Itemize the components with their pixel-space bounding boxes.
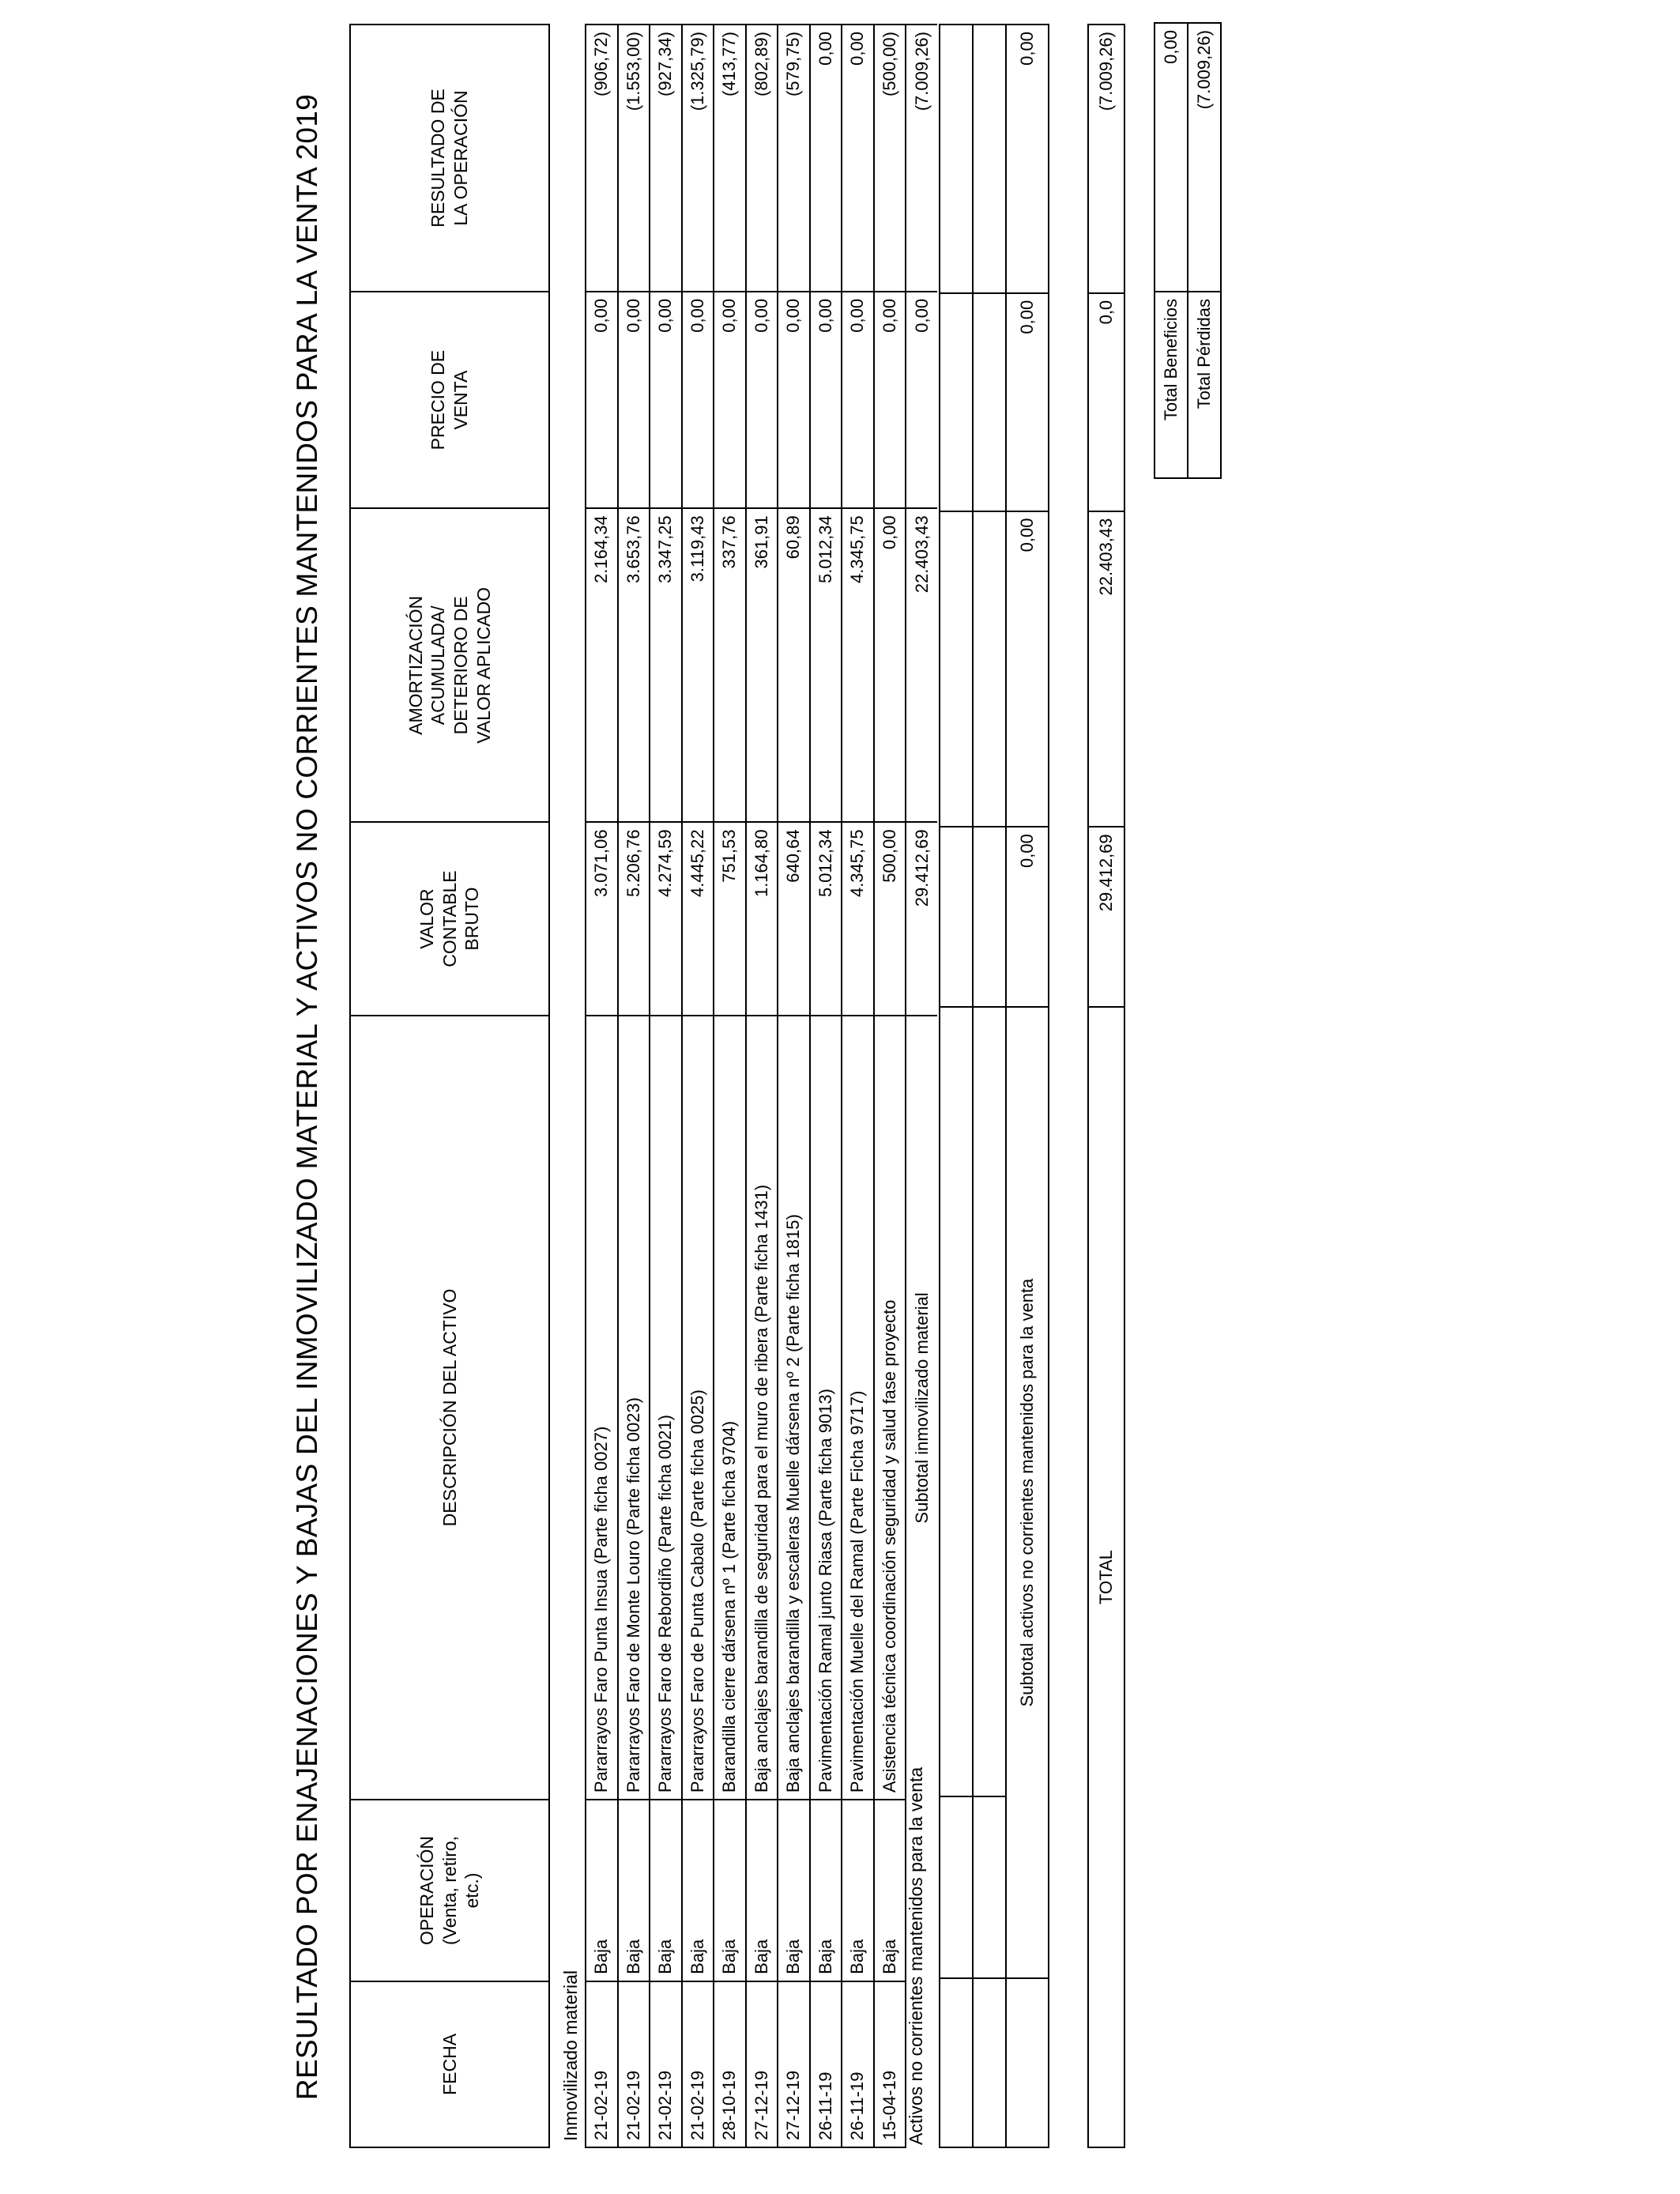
row-fecha: 27-12-19 <box>746 1981 778 2147</box>
row-precio: 0,00 <box>618 292 650 508</box>
row-fecha: 21-02-19 <box>586 1981 618 2147</box>
row-resultado: (1.325,79) <box>682 25 714 292</box>
row-precio: 0,00 <box>586 292 618 508</box>
row-resultado: (579,75) <box>778 25 810 292</box>
row-descripcion: Pavimentación Ramal junto Riasa (Parte ficha 9013) <box>810 1016 842 1800</box>
total-amort: 22.403,43 <box>1088 511 1124 827</box>
subtotal-inmovilizado-resultado: (7.009,26) <box>906 25 937 292</box>
row-amortizacion: 361,91 <box>746 508 778 822</box>
total-resultado: (7.009,26) <box>1088 25 1124 293</box>
subtotal-inmovilizado-label: Subtotal inmovilizado material <box>906 1016 937 1800</box>
row-descripcion: Baja anclajes barandilla y escaleras Muelle dársena nº 2 (Parte ficha 1815) <box>778 1016 810 1800</box>
row-descripcion: Asistencia técnica coordinación seguridad y salud fase proyecto <box>874 1016 906 1800</box>
row-resultado: (413,77) <box>714 25 746 292</box>
row-descripcion: Baja anclajes barandilla de seguridad para el muro de ribera (Parte ficha 1431) <box>746 1016 778 1800</box>
row-amortizacion: 3.347,25 <box>650 508 682 822</box>
table-row <box>586 25 618 2147</box>
row-operacion: Baja <box>810 1800 842 1981</box>
row-precio: 0,00 <box>874 292 906 508</box>
table-row <box>874 25 906 2147</box>
row-operacion: Baja <box>778 1800 810 1981</box>
header-operacion: OPERACIÓN (Venta, retiro, etc.) <box>350 1800 549 1981</box>
subtotal-activos-nc-label: Subtotal activos no corrientes mantenidos para la venta <box>1006 1007 1049 1978</box>
row-fecha: 26-11-19 <box>810 1981 842 2147</box>
total-beneficios-label: Total Beneficios <box>1155 292 1188 478</box>
header-fecha: FECHA <box>350 1981 549 2147</box>
row-amortizacion: 60,89 <box>778 508 810 822</box>
row-descripcion: Pararrayos Faro de Punta Cabalo (Parte ficha 0025) <box>682 1016 714 1800</box>
table-row <box>842 25 874 2147</box>
header-resultado: RESULTADO DE LA OPERACIÓN <box>350 25 549 292</box>
header-descripcion: DESCRIPCIÓN DEL ACTIVO <box>350 1016 549 1800</box>
row-operacion: Baja <box>746 1800 778 1981</box>
row-fecha: 21-02-19 <box>650 1981 682 2147</box>
row-valor-bruto: 5.012,34 <box>810 822 842 1015</box>
row-valor-bruto: 751,53 <box>714 822 746 1015</box>
row-amortizacion: 5.012,34 <box>810 508 842 822</box>
row-fecha: 27-12-19 <box>778 1981 810 2147</box>
row-resultado: (1.553,00) <box>618 25 650 292</box>
row-valor-bruto: 3.071,06 <box>586 822 618 1015</box>
row-operacion: Baja <box>714 1800 746 1981</box>
row-valor-bruto: 640,64 <box>778 822 810 1015</box>
row-fecha: 26-11-19 <box>842 1981 874 2147</box>
summary-table <box>1154 22 1222 479</box>
row-resultado: (906,72) <box>586 25 618 292</box>
table-row <box>810 25 842 2147</box>
row-operacion: Baja <box>874 1800 906 1981</box>
row-valor-bruto: 5.206,76 <box>618 822 650 1015</box>
row-descripcion: Barandilla cierre dársena nº 1 (Parte ficha 9704) <box>714 1016 746 1800</box>
subtotal-inmovilizado-bruto: 29.412,69 <box>906 822 937 1015</box>
row-descripcion: Pararrayos Faro Punta Insua (Parte ficha 0027) <box>586 1016 618 1800</box>
row-descripcion: Pavimentación Muelle del Ramal (Parte Ficha 9717) <box>842 1016 874 1800</box>
table-row <box>682 25 714 2147</box>
subtotal-activos-nc-amort: 0,00 <box>1006 511 1049 827</box>
row-precio: 0,00 <box>842 292 874 508</box>
row-operacion: Baja <box>682 1800 714 1981</box>
row-descripcion: Pararrayos Faro de Rebordiño (Parte ficha 0021) <box>650 1016 682 1800</box>
row-valor-bruto: 4.274,59 <box>650 822 682 1015</box>
total-beneficios-value: 0,00 <box>1155 23 1188 292</box>
total-label: TOTAL <box>1088 1007 1124 2147</box>
row-resultado: (927,34) <box>650 25 682 292</box>
row-amortizacion: 0,00 <box>874 508 906 822</box>
row-precio: 0,00 <box>714 292 746 508</box>
table-row <box>618 25 650 2147</box>
subtotal-inmovilizado-amort: 22.403,43 <box>906 508 937 822</box>
total-bruto: 29.412,69 <box>1088 827 1124 1007</box>
row-resultado: (500,00) <box>874 25 906 292</box>
row-valor-bruto: 500,00 <box>874 822 906 1015</box>
total-precio: 0,0 <box>1088 293 1124 511</box>
header-valor-bruto: VALOR CONTABLE BRUTO <box>350 822 549 1015</box>
activos-nc-table <box>939 24 1049 2148</box>
subtotal-inmovilizado-precio: 0,00 <box>906 292 937 508</box>
total-perdidas-value: (7.009,26) <box>1188 23 1221 292</box>
row-amortizacion: 2.164,34 <box>586 508 618 822</box>
table-row <box>650 25 682 2147</box>
row-precio: 0,00 <box>810 292 842 508</box>
row-amortizacion: 337,76 <box>714 508 746 822</box>
row-operacion: Baja <box>618 1800 650 1981</box>
row-fecha: 28-10-19 <box>714 1981 746 2147</box>
table-row <box>778 25 810 2147</box>
row-descripcion: Pararrayos Faro de Monte Louro (Parte ficha 0023) <box>618 1016 650 1800</box>
subtotal-activos-nc-resultado: 0,00 <box>1006 25 1049 293</box>
header-amortizacion: AMORTIZACIÓN ACUMULADA/ DETERIORO DE VALOR APLICADO <box>350 508 549 822</box>
row-fecha: 21-02-19 <box>618 1981 650 2147</box>
table-row <box>714 25 746 2147</box>
row-precio: 0,00 <box>682 292 714 508</box>
row-resultado: (802,89) <box>746 25 778 292</box>
row-amortizacion: 4.345,75 <box>842 508 874 822</box>
total-table <box>1087 24 1125 2148</box>
subtotal-activos-nc-precio: 0,00 <box>1006 293 1049 511</box>
row-valor-bruto: 4.445,22 <box>682 822 714 1015</box>
page-title: RESULTADO POR ENAJENACIONES Y BAJAS DEL INMOVILIZADO MATERIAL Y ACTIVOS NO CORRIENTES MANTENIDOS PARA LA VENTA 2019 <box>291 93 323 2101</box>
row-amortizacion: 3.653,76 <box>618 508 650 822</box>
row-valor-bruto: 1.164,80 <box>746 822 778 1015</box>
row-operacion: Baja <box>842 1800 874 1981</box>
row-precio: 0,00 <box>778 292 810 508</box>
table-row <box>746 25 778 2147</box>
total-perdidas-label: Total Pérdidas <box>1188 292 1221 478</box>
row-resultado: 0,00 <box>810 25 842 292</box>
subtotal-activos-nc-bruto: 0,00 <box>1006 827 1049 1007</box>
assets-table <box>349 24 937 2148</box>
row-resultado: 0,00 <box>842 25 874 292</box>
row-operacion: Baja <box>650 1800 682 1981</box>
header-precio: PRECIO DE VENTA <box>350 292 549 508</box>
section-inmovilizado: Inmovilizado material <box>560 1970 581 2141</box>
row-operacion: Baja <box>586 1800 618 1981</box>
row-fecha: 15-04-19 <box>874 1981 906 2147</box>
section-activos-nc: Activos no corrientes mantenidos para la venta <box>906 1766 926 2145</box>
row-fecha: 21-02-19 <box>682 1981 714 2147</box>
row-valor-bruto: 4.345,75 <box>842 822 874 1015</box>
row-precio: 0,00 <box>650 292 682 508</box>
row-amortizacion: 3.119,43 <box>682 508 714 822</box>
row-precio: 0,00 <box>746 292 778 508</box>
